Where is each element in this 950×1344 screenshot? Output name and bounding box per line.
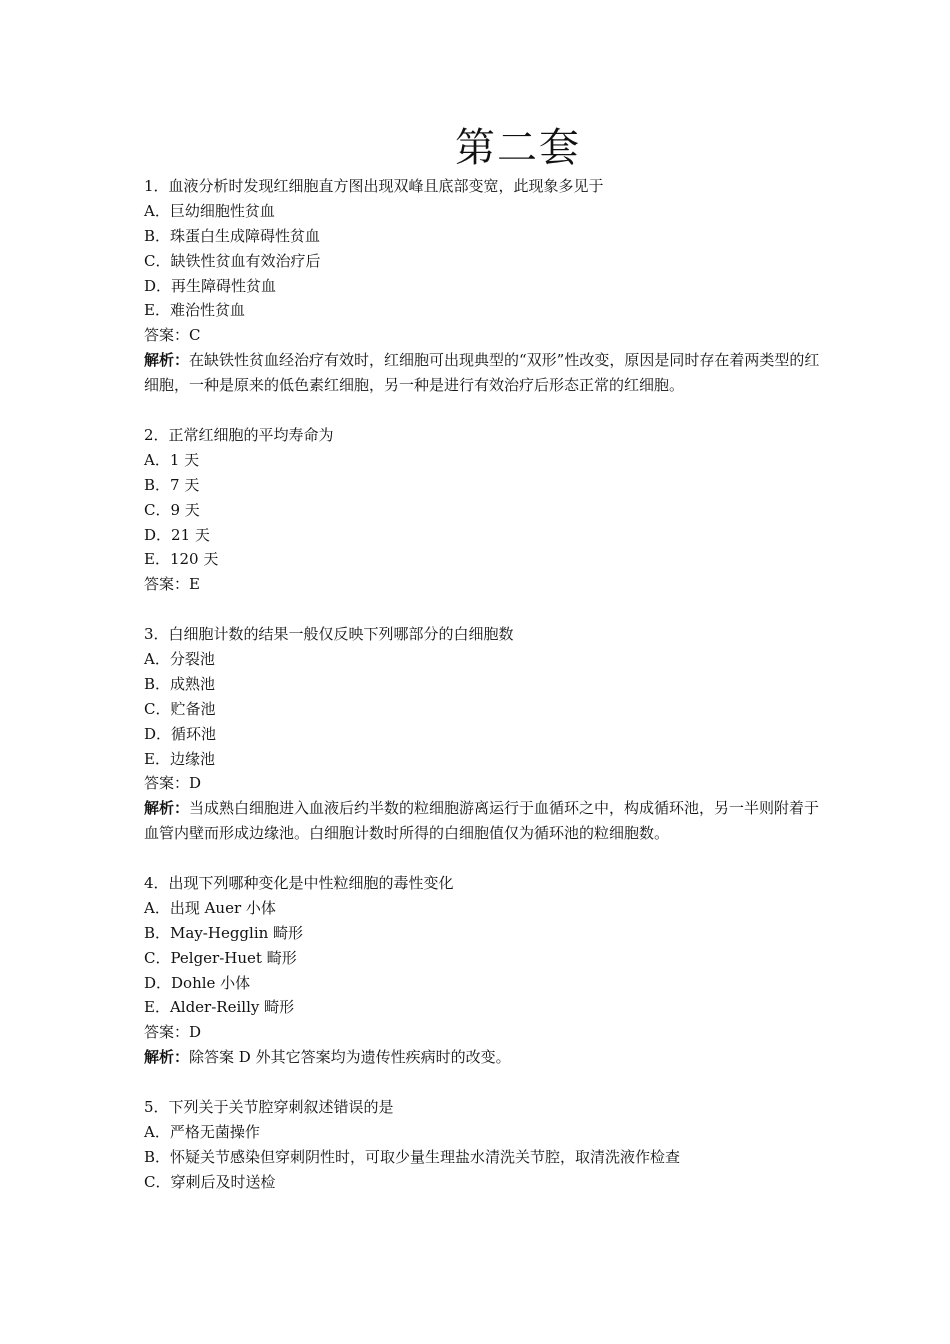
- option-b: B．7 天: [144, 475, 200, 494]
- spacer: [144, 597, 824, 622]
- spacer: [144, 398, 824, 423]
- option-c: C．贮备池: [144, 699, 216, 718]
- question-2: [144, 423, 824, 597]
- question-stem: 5．下列关于关节腔穿刺叙述错误的是: [144, 1098, 394, 1117]
- option-c: C．缺铁性贫血有效治疗后: [144, 251, 321, 270]
- option-d: D．Dohle 小体: [144, 973, 251, 992]
- answer-label: 答案：: [144, 774, 190, 793]
- explanation-label: 解析：: [144, 351, 190, 370]
- question-3: [144, 622, 824, 846]
- explanation-text: 除答案 D 外其它答案均为遗传性疾病时的改变。: [189, 1048, 511, 1067]
- answer-line: [144, 1020, 824, 1045]
- explanation-label: 解析：: [144, 799, 190, 818]
- explanation-label: 解析：: [144, 1048, 190, 1067]
- question-stem: 3．白细胞计数的结果一般仅反映下列哪部分的白细胞数: [144, 625, 514, 644]
- answer-label: 答案：: [144, 575, 190, 594]
- option-a: A．1 天: [144, 450, 200, 469]
- explanation: [144, 796, 824, 846]
- question-list: [144, 174, 824, 1195]
- explanation-text: 当成熟白细胞进入血液后约半数的粒细胞游离运行于血循环之中，构成循环池，另一半则附着于血管内壁而形成边缘池。白细胞计数时所得的白细胞值仅为循环池的粒细胞数。: [144, 799, 820, 843]
- explanation: [144, 1045, 824, 1070]
- option-e: E．120 天: [144, 550, 219, 569]
- option-d: D．再生障碍性贫血: [144, 276, 277, 295]
- spacer: [144, 846, 824, 871]
- answer-label: 答案：: [144, 1023, 190, 1042]
- explanation-text: 在缺铁性贫血经治疗有效时，红细胞可出现典型的“双形”性改变，原因是同时存在着两类型的红细胞，一种是原来的低色素红细胞，另一种是进行有效治疗后形态正常的红细胞。: [144, 351, 820, 395]
- option-a: A．分裂池: [144, 649, 215, 668]
- option-d: D．循环池: [144, 724, 217, 743]
- option-b: B．怀疑关节感染但穿刺阴性时，可取少量生理盐水清洗关节腔，取清洗液作检查: [144, 1147, 681, 1166]
- spacer: [144, 1070, 824, 1095]
- option-a: A．严格无菌操作: [144, 1122, 260, 1141]
- answer-line: [144, 572, 824, 597]
- option-d: D．21 天: [144, 525, 210, 544]
- question-stem: 1．血液分析时发现红细胞直方图出现双峰且底部变宽，此现象多见于: [144, 177, 604, 195]
- answer-line: [144, 771, 824, 796]
- explanation: [144, 348, 824, 398]
- answer-line: [144, 323, 824, 348]
- option-a: A．出现 Auer 小体: [144, 898, 276, 917]
- answer-value: C: [189, 326, 201, 345]
- question-stem: 4．出现下列哪种变化是中性粒细胞的毒性变化: [144, 874, 454, 892]
- option-e: E．Alder-Reilly 畸形: [144, 998, 295, 1017]
- option-b: B．珠蛋白生成障碍性贫血: [144, 226, 321, 245]
- option-c: C．9 天: [144, 500, 200, 519]
- question-5: [144, 1095, 824, 1195]
- answer-label: 答案：: [144, 326, 190, 345]
- answer-value: D: [189, 1023, 202, 1042]
- option-c: C．Pelger-Huet 畸形: [144, 948, 297, 967]
- question-stem: 2．正常红细胞的平均寿命为: [144, 425, 334, 444]
- question-4: [144, 871, 824, 1070]
- answer-value: E: [189, 575, 200, 594]
- option-b: B．成熟池: [144, 674, 216, 693]
- option-b: B．May-Hegglin 畸形: [144, 923, 304, 942]
- document-title: 第二套: [455, 125, 581, 171]
- answer-value: D: [189, 774, 202, 793]
- option-e: E．边缘池: [144, 749, 215, 768]
- option-e: E．难治性贫血: [144, 301, 245, 320]
- option-c: C．穿刺后及时送检: [144, 1172, 276, 1191]
- question-1: [144, 174, 824, 398]
- option-a: A．巨幼细胞性贫血: [144, 201, 275, 220]
